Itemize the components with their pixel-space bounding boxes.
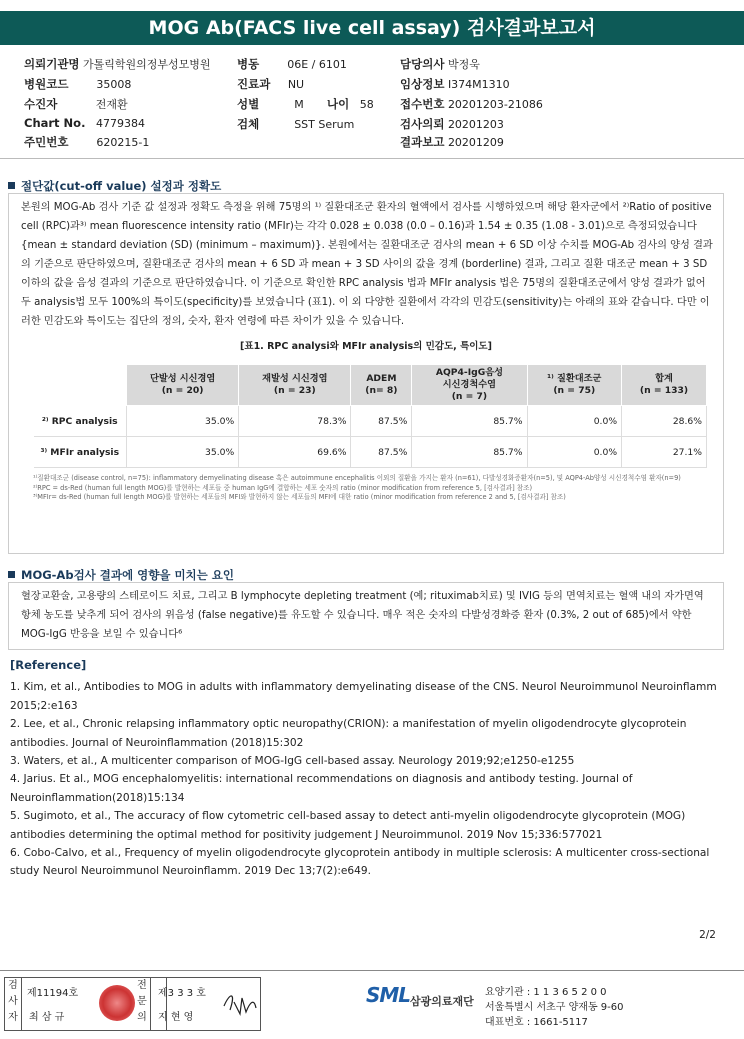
reference-item: 5. Sugimoto, et al., The accuracy of flow cytometric cell-based assay to detect anti-myelin oligodendrocyte glycoprotein (MOG) antibodies determining the optimal method for positivity judgement J Neuroimmunol. 2019 Nov 15;336:577021 xyxy=(10,810,686,841)
org-address: 서울특별시 서초구 양재동 9-60 xyxy=(485,1002,624,1013)
table-header-cell: ¹⁾ 질환대조군 (n = 75) xyxy=(527,365,622,406)
section2-box xyxy=(8,582,724,650)
table-cell: 27.1% xyxy=(622,437,707,468)
section1-box xyxy=(8,193,724,554)
hdr-c3-2: 접수번호 20201203-21086 xyxy=(400,97,543,111)
footer xyxy=(0,970,744,1039)
hdr-c1-2: 수진자 전재환 xyxy=(24,97,128,111)
row-header: ³⁾ MFIr analysis xyxy=(34,437,127,468)
table-row xyxy=(34,406,707,437)
table-cell: 78.3% xyxy=(239,406,351,437)
table-cell: 0.0% xyxy=(527,437,622,468)
reference-item: 3. Waters, et al., A multicenter comparison of MOG-IgG cell-based assay. Neurology 2019;92;e1250-e1255 xyxy=(10,755,575,768)
table-footnotes xyxy=(33,474,723,503)
hdr-c3-3: 검사의뢰 20201203 xyxy=(400,117,504,131)
table-header-cell xyxy=(34,365,127,406)
table-header-cell: 재발성 시신경염 (n = 23) xyxy=(239,365,351,406)
section1-title: 절단값(cut-off value) 설정과 정확도 xyxy=(8,178,221,194)
inspector-name: 최 삼 규 xyxy=(29,1012,65,1023)
reference-item: 4. Jarius. Et al., MOG encephalomyelitis: international recommendations on diagnosis and antibody testing. Journal of Neuroinflammation(2018)15:134 xyxy=(10,773,633,804)
table-cell: 69.6% xyxy=(239,437,351,468)
footnote: ²⁾RPC = ds-Red (human full length MOG)를 발현하는 세포들 중 human IgG에 결합하는 세포 숫자의 ratio (minor modification from reference 5, [검사결과] 참조) xyxy=(33,483,533,492)
hdr-c2-0: 병동 06E / 6101 xyxy=(237,57,347,71)
table-cell: 85.7% xyxy=(412,406,527,437)
table-header-cell: ADEM (n= 8) xyxy=(351,365,412,406)
table-header-cell: 단발성 시신경염 (n = 20) xyxy=(127,365,239,406)
reference-item: 2. Lee, et al., Chronic relapsing inflammatory optic neuropathy(CRION): a manifestation of myelin oligodendrocyte glycoprotein antibodies. Journal of Neuroinflammation (2018)15:302 xyxy=(10,718,687,749)
specialist-name: 지 현 영 xyxy=(158,1012,194,1023)
square-bullet-icon xyxy=(8,571,15,578)
footnote: ¹⁾질환대조군 (disease control, n=75): inflammatory demyelinating disease 혹은 autoimmune encephalitis 이외의 질환을 가지는 환자 (n=61), 다발성경화증환자(n=5), 및 AQP4-Ab양성 시신경척수염 환자(n=9) xyxy=(33,474,681,482)
inspector-label: 검사자 xyxy=(5,978,22,1030)
logo-mark: SML xyxy=(366,983,411,1007)
table-cell: 0.0% xyxy=(527,406,622,437)
square-bullet-icon xyxy=(8,182,15,189)
org-phone: 대표번호 : 1661-5117 xyxy=(485,1017,588,1028)
report-title: MOG Ab(FACS live cell assay) 검사결과보고서 xyxy=(0,11,744,45)
hdr-c1-3: Chart No. 4779384 xyxy=(24,116,145,130)
footnote: ³⁾MFIr= ds-Red (human full length MOG)를 발현하는 세포들의 MFI와 발현하지 않는 세포들의 MFI에 대한 ratio (minor modification from reference 2 and 5, [검사결과] 참조) xyxy=(33,493,566,501)
sml-logo xyxy=(366,983,410,1007)
table-cell: 28.6% xyxy=(622,406,707,437)
reference-item: 1. Kim, et al., Antibodies to MOG in adults with inflammatory demyelinating disease of the CNS. Neurol Neuroimmunol Neuroinflamm 2015;2:e163 xyxy=(10,681,717,712)
hdr-c1-1: 병원코드 35008 xyxy=(24,77,132,91)
page-number: 2/2 xyxy=(699,929,716,941)
reference-title: [Reference] xyxy=(10,658,87,672)
signature-icon xyxy=(220,988,260,1018)
hdr-c3-1: 임상정보 I374M1310 xyxy=(400,77,510,91)
section2-paragraph: 혈장교환술, 고용량의 스테로이드 치료, 그리고 B lymphocyte depleting treatment (예; rituximab치료) 및 IVIG 등의 면역치료는 혈액 내의 자가면역 항체 농도를 낮추게 되어 검사의 위음성 (false negative)를 유도할 수 있습니다. 매우 적은 숫자의 다발성경화증 환자 (0.3%, 2 out of 685)에서 약한 MOG-IgG 반응을 보일 수 있습니다⁶ xyxy=(21,591,704,640)
table-header-row xyxy=(34,365,707,406)
table-cell: 35.0% xyxy=(127,406,239,437)
table-title: [표1. RPC analysi와 MFIr analysis의 민감도, 특이도] xyxy=(240,341,492,352)
sensitivity-table xyxy=(33,364,707,468)
section1-paragraph: 본원의 MOG-Ab 검사 기준 값 설정과 정확도 측정을 위해 75명의 ¹⁾ 질환대조군 환자의 혈액에서 검사를 시행하였으며 해당 환자군에서 ²⁾Ratio of positive cell (RPC)과³⁾ mean fluorescence intensity ratio (MFIr)는 각각 0.028 ± 0.038 (0.0 – 0.16)과 1.54 ± 0.35 (1.08 - 3.01)으로 측정되었습니다 {mean ± standard deviation (SD) (minimum – maximum)}. 본원에서는 질환대조군 검사의 mean + 6 SD 이상 수치를 MOG-Ab 검사의 양성 결과의 기준으로 판단하였으며, 질환대조군 검사의 mean + 6 SD 과 mean + 3 SD 사이의 값을 경계 (borderline) 결과, 그리고 질환 대조군 mean + 3 SD 이하의 값을 음성 결과의 기준으로 판단하였습니다. 이 기준으로 확인한 RPC analysis 법과 MFIr analysis 법은 75명의 질환대조군에서 양성 결과가 없어 두 analysis법 모두 100%의 특이도(specificity)를 보였습니다 (표1). 이 외 다양한 질환에서 각각의 민감도(sensitivity)는 아래의 표와 같습니다. 다만 이러한 민감도와 특이도는 집단의 정의, 숫자, 환자 연령에 따른 차이가 있을 수 있습니다. xyxy=(21,202,713,327)
row-header: ²⁾ RPC analysis xyxy=(34,406,127,437)
table-cell: 35.0% xyxy=(127,437,239,468)
org-name: 삼광의료재단 xyxy=(410,995,474,1008)
section2-title: MOG-Ab검사 결과에 영향을 미치는 요인 xyxy=(8,567,234,583)
hdr-c2-1: 진료과 NU xyxy=(237,77,305,91)
reference-item: 6. Cobo-Calvo, et al., Frequency of myelin oligodendrocyte glycoprotein antibody in multiple sclerosis: A multicenter cross-sectional study Neurol Neuroimmunol Neuroinflamm. 2019 Dec 13;7(2):e649. xyxy=(10,847,710,878)
specialist-number: 제3 3 3 호 xyxy=(158,988,206,999)
hdr-c2-3: 검체 SST Serum xyxy=(237,117,355,131)
hdr-c1-4: 주민번호 620215-1 xyxy=(24,135,150,149)
specialist-box xyxy=(134,977,261,1031)
table-header-cell: 합계 (n = 133) xyxy=(622,365,707,406)
hdr-c2-2: 성별 M xyxy=(237,97,304,111)
table-header-cell: AQP4-IgG음성 시신경척수염 (n = 7) xyxy=(412,365,527,406)
table-cell: 87.5% xyxy=(351,406,412,437)
hdr-c3-4: 결과보고 20201209 xyxy=(400,135,504,149)
hdr-c3-0: 담당의사 박정욱 xyxy=(400,57,480,71)
seal-stamp xyxy=(99,985,135,1021)
org-code: 요양기관 : 1 1 3 6 5 2 0 0 xyxy=(485,987,607,998)
table-row xyxy=(34,437,707,468)
hdr-c1-0: 의뢰기관명 가톨릭학원의정부성모병원 xyxy=(24,57,211,71)
table-cell: 87.5% xyxy=(351,437,412,468)
specialist-label: 전문의 xyxy=(134,978,151,1030)
reference-list xyxy=(10,656,730,881)
table-cell: 85.7% xyxy=(412,437,527,468)
hdr-age: 나이 58 xyxy=(327,97,374,111)
header-divider xyxy=(0,158,744,159)
inspector-number: 제11194호 xyxy=(27,988,79,999)
